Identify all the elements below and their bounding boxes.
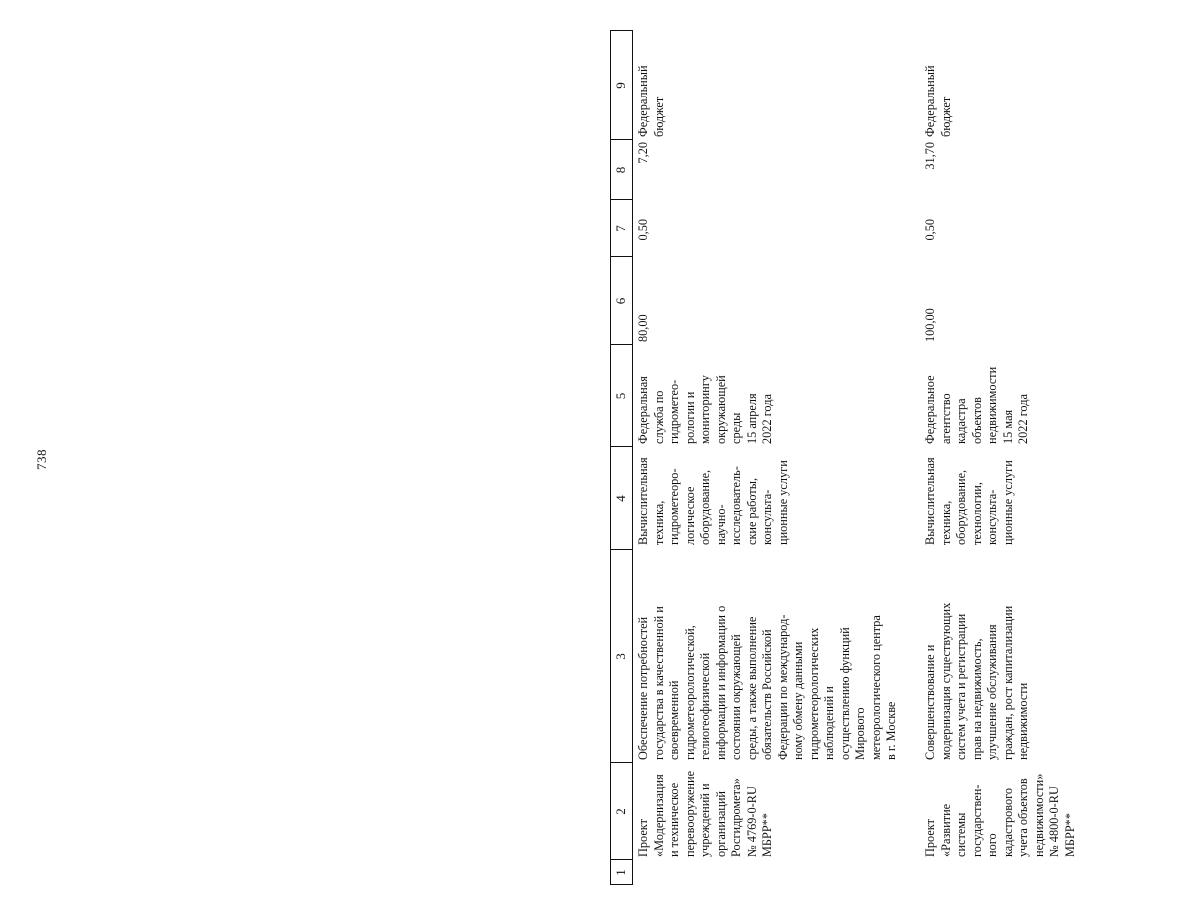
column-header-3: 3	[613, 653, 628, 660]
row2-amount: 100,00	[923, 308, 937, 342]
row2-value: 31,70	[923, 142, 937, 170]
row2-rate: 0,50	[923, 219, 937, 241]
page-number: 738	[34, 449, 49, 470]
row1-responsible-agency: Федеральная служба по гидрометео- рологии и мониторингу окружающей среды 15 апреля 2022 года	[636, 375, 774, 444]
column-header-1: 1	[613, 869, 628, 876]
column-header-9: 9	[613, 82, 628, 89]
row1-procurement-items: Вычислительная техника, гидрометеоро- логическое оборудование, научно- исследователь- ские работы, консульта- ционные услуги	[636, 457, 790, 545]
column-header-8: 8	[613, 166, 628, 174]
row1-amount: 80,00	[636, 314, 650, 342]
rotated-table	[610, 30, 1190, 885]
row2-procurement-items: Вычислительная техника, оборудование, технологии, консульта- ционные услуги	[923, 457, 1015, 545]
column-header-5: 5	[613, 392, 628, 400]
column-header-6: 6	[613, 297, 628, 305]
column-header-4: 4	[613, 495, 628, 502]
row1-project-goal: Обеспечение потребностей государства в качественной и своевременной гидрометеорологической, гелиогеофизической информации и информации о состоянии окружающей среды, а также выполнение обязательств Российской Федерации по международ- ному обмену данными гидрометеорологических наблюдений и осуществлению функций Мирового метеорологического центра в г. Москве	[636, 605, 898, 760]
row1-value: 7,20	[636, 142, 650, 164]
row1-project-name: Проект «Модернизация и техническое перевооружение учреждений и организаций Росгидромета» № 4769-0-RU МБРР**	[636, 770, 774, 857]
row2-project-goal: Совершенствование и модернизация существующих систем учета и регистрации прав на недвижимость, улучшение обслуживания граждан, рост капитализации недвижимости	[923, 602, 1030, 760]
header-bottom-rule	[632, 30, 633, 885]
row2-project-name: Проект «Развитие системы государствен- ного кадастрового учета объектов недвижимости» № 4800-0-RU МБРР**	[923, 773, 1077, 857]
row1-rate: 0,50	[636, 219, 650, 241]
table-top-rule	[610, 30, 611, 885]
column-header-2: 2	[613, 808, 628, 815]
column-header-7: 7	[613, 225, 628, 232]
row1-funding-source: Федеральный бюджет	[636, 65, 666, 137]
row2-responsible-agency: Федеральное агентство кадастра объектов недвижимости 15 мая 2022 года	[923, 366, 1030, 444]
row2-funding-source: Федеральный бюджет	[923, 65, 953, 137]
